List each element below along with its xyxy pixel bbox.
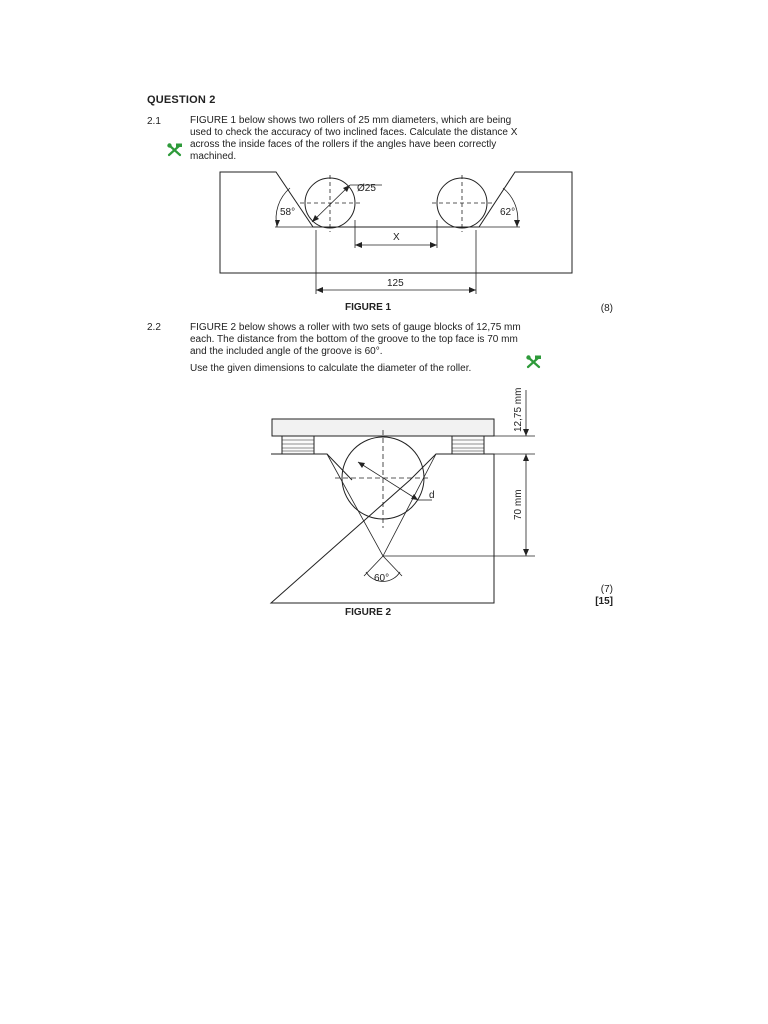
question-2-1-line-4: machined.: [190, 151, 237, 162]
figure-1-angle-left: 58°: [280, 207, 296, 218]
figure-1-block: [220, 172, 572, 273]
figure-1-diameter-label: Ø25: [357, 183, 376, 194]
question-2-2-marks: (7): [600, 584, 613, 595]
figure-2-d-label: d: [429, 490, 435, 501]
figure-2: [260, 385, 550, 607]
question-2-2-instruction: Use the given dimensions to calculate the diameter of the roller.: [190, 363, 472, 374]
hammer-wrench-icon: [526, 355, 542, 369]
hammer-wrench-icon: [167, 143, 183, 157]
figure-1-x-label: X: [393, 232, 400, 243]
question-2-1-line-1: FIGURE 1 below shows two rollers of 25 mm diameters, which are being: [190, 115, 512, 126]
question-2-1-line-2: used to check the accuracy of two inclined faces. Calculate the distance X: [190, 127, 518, 138]
question-number-2-1: 2.1: [147, 116, 161, 127]
question-2-total: [15]: [595, 596, 613, 607]
question-2-1-text: [190, 115, 572, 163]
figure-1-caption: FIGURE 1: [345, 302, 392, 313]
figure-1-angle-right: 62°: [500, 207, 516, 218]
question-2-2-line-3: and the included angle of the groove is 60°.: [190, 346, 383, 357]
question-2-1-line-3: across the inside faces of the rollers if the angles have been correctly: [190, 139, 497, 150]
figure-2-caption: FIGURE 2: [345, 607, 392, 618]
figure-1: [210, 165, 580, 300]
question-2-2-line-2: each. The distance from the bottom of the groove to the top face is 70 mm: [190, 334, 518, 345]
question-2-1-marks: (8): [600, 303, 613, 314]
figure-2-dim-depth: 70 mm: [513, 489, 524, 520]
figure-2-dim-gauge: 12,75 mm: [513, 387, 524, 432]
question-title: QUESTION 2: [147, 94, 216, 106]
question-2-2-text: [190, 322, 572, 358]
figure-2-angle-label: 60°: [374, 573, 390, 584]
question-2-2-line-1: FIGURE 2 below shows a roller with two sets of gauge blocks of 12,75 mm: [190, 322, 521, 333]
figure-1-dim-125: 125: [387, 278, 404, 289]
question-number-2-2: 2.2: [147, 322, 161, 333]
